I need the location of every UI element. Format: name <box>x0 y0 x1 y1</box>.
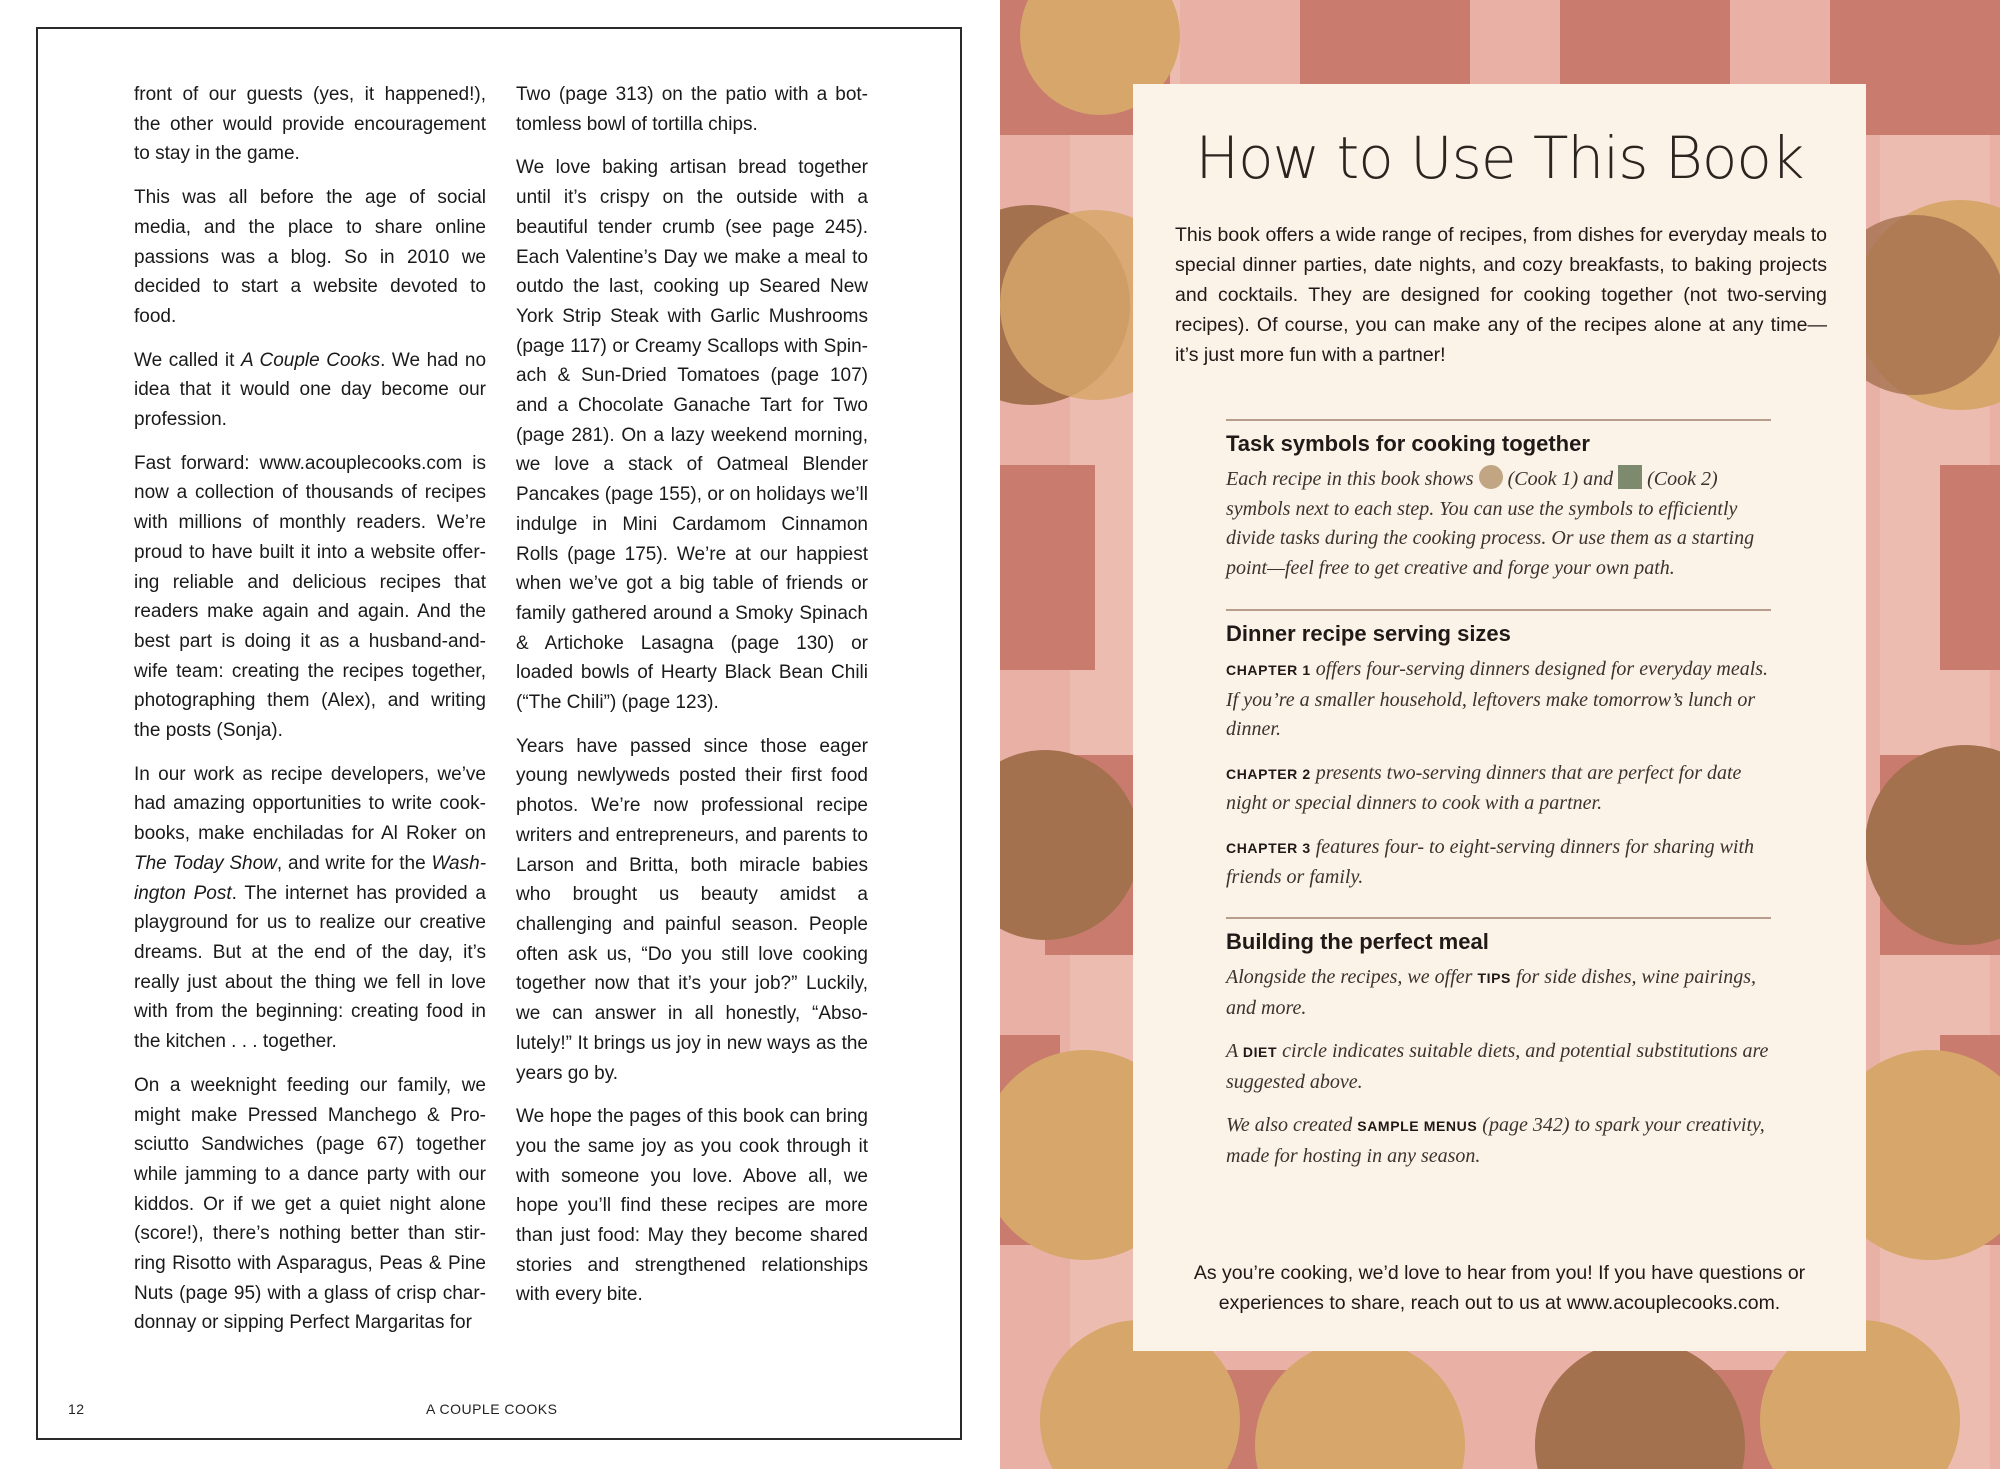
tips-note: Alongside the recipes, we offer TIPS for side dishes, wine pairings, and more. <box>1226 966 1756 1019</box>
section-heading: Dinner recipe serving sizes <box>1226 621 1511 646</box>
page-number: 12 <box>68 1401 85 1417</box>
right-page <box>1000 0 2000 1469</box>
paragraph: We love baking artisan bread together until it’s crispy on the outside with a beautiful tender crumb (see page 245). Each Valentine’s Day we make a meal to outdo the last, cooking up Seared New York Strip Steak with Garlic Mushrooms (page 117) or Creamy Scallops with Spinach & Sun-Dried Tomatoes (page 107) and a Chocolate Ganache Tart for Two (page 281). On a lazy weekend morning, we love a stack of Oatmeal Blender Pancakes (page 155), or on holidays we’ll indulge in Mini Cardamom Cinnamon Rolls (page 175). We’re at our happiest when we’ve got a big table of friends or family gathered around a Smoky Spinach & Artichoke Lasagna (page 130) or loaded bowls of Hearty Black Bean Chili (“The Chili”) (page 123). <box>516 157 868 714</box>
section-divider <box>1226 609 1771 611</box>
paragraph: On a weeknight feeding our family, we might make Pressed Manchego & Prosciutto Sandwiches (page 67) together while jamming to a dance party with our kiddos. Or if we get a quiet night alone (score!), there’s nothing better than stirring Risotto with Asparagus, Peas & Pine Nuts (page 95) with a glass of crisp chardonnay or sipping Perfect Margaritas for <box>134 1074 486 1334</box>
page-title: How to Use This Book <box>1195 124 1804 192</box>
chapter-2-note: CHAPTER 2 presents two-serving dinners that are perfect for date night or special dinners to cook with a partner. <box>1226 761 1742 814</box>
show-title: The Today Show <box>134 852 277 874</box>
text-column-2 <box>516 80 868 1324</box>
task-symbols-section <box>1226 419 1771 597</box>
content-card <box>1133 84 1866 1351</box>
intro-paragraph: This book offers a wide range of recipes, from dishes for everyday meals to special dinner parties, date nights, and cozy breakfasts, to baking projects and cocktails. They are designed for cooking together (not two-serving recipes). Of course, you can make any of the recipes alone at any time—it’s just more fun with a partner! <box>1175 224 1827 366</box>
paragraph: Two (page 313) on the patio with a bottomless bowl of tortilla chips. <box>516 84 868 135</box>
paragraph: This was all before the age of social media, and the place to share online passions was a blog. So in 2010 we decided to start a website devoted to food. <box>134 187 486 327</box>
section-divider <box>1226 419 1771 421</box>
paragraph: We called it A Couple Cooks. We had no idea that it would one day become our profession. <box>134 349 487 431</box>
paragraph: Years have passed since those eager young newlyweds posted their first food photos. We’re now professional recipe writers and entrepreneurs, and parents to Larson and Britta, both miracle babies who brought us beauty amidst a challenging and painful season. People often ask us, “Do you still love cooking together now that it’s your job?” Luckily, we can answer in all honestly, “Absolutely!” It brings us joy in new ways as the years go by. <box>516 735 868 1084</box>
menus-note: We also created SAMPLE MENUS (page 342) to spark your creativity, made for hosting in any season. <box>1226 1114 1765 1167</box>
paragraph: We hope the pages of this book can bring you the same joy as you cook through it with someone you love. Above all, we hope you’ll find these recipes are more than just food: May they become shared stories and strengthened relationships with every bite. <box>516 1106 868 1306</box>
section-heading: Task symbols for cooking together <box>1226 431 1590 456</box>
cook-2-square-icon <box>1618 465 1642 489</box>
diet-note: A DIET circle indicates suitable diets, and potential substitutions are suggested above. <box>1226 1040 1769 1093</box>
paragraph: In our work as recipe developers, we’ve had amazing opportunities to write cookbooks, make enchiladas for Al Roker on The Today Show, and write for the Washington Post. The internet has provided a playground for us to realize our creative dreams. But at the end of the day, it’s really just about the thing we fell in love with from the beginning: creating food in the kitchen . . . together. <box>134 763 487 1053</box>
section-text: Each recipe in this book shows (Cook 1) and (Cook 2) symbols next to each step. You can use the symbols to efficiently divide tasks during the cooking process. Or use them as a starting point—feel free to get creative and forge your own path. <box>1226 465 1771 583</box>
book-title: A Couple Cooks <box>240 349 381 371</box>
section-heading: Building the perfect meal <box>1226 929 1489 954</box>
text-column-1 <box>134 80 486 1352</box>
publication-title: Washington Post <box>134 852 487 904</box>
running-head: A COUPLE COOKS <box>426 1401 558 1417</box>
chapter-1-note: CHAPTER 1 offers four-serving dinners designed for everyday meals. If you’re a smaller household, leftovers make tomorrow’s lunch or dinner. <box>1226 658 1769 740</box>
cook-1-circle-icon <box>1479 465 1503 489</box>
section-divider <box>1226 917 1771 919</box>
outro-paragraph: As you’re cooking, we’d love to hear from you! If you have questions or experiences to share, reach out to us at www.acouplecooks.com. <box>1193 1262 1806 1314</box>
serving-sizes-section <box>1226 609 1771 907</box>
perfect-meal-section <box>1226 917 1771 1185</box>
chapter-3-note: CHAPTER 3 features four- to eight-serving dinners for sharing with friends or family. <box>1226 835 1755 888</box>
paragraph: Fast forward: www.acouplecooks.com is now a collection of thousands of recipes with millions of monthly readers. We’re proud to have built it into a website offering reliable and delicious recipes that readers make again and again. And the best part is doing it as a husband-and-wife team: creating the recipes together, photographing them (Alex), and writing the posts (Sonja). <box>134 452 486 742</box>
paragraph: front of our guests (yes, it happened!), the other would provide encouragement to stay in the game. <box>134 84 486 165</box>
